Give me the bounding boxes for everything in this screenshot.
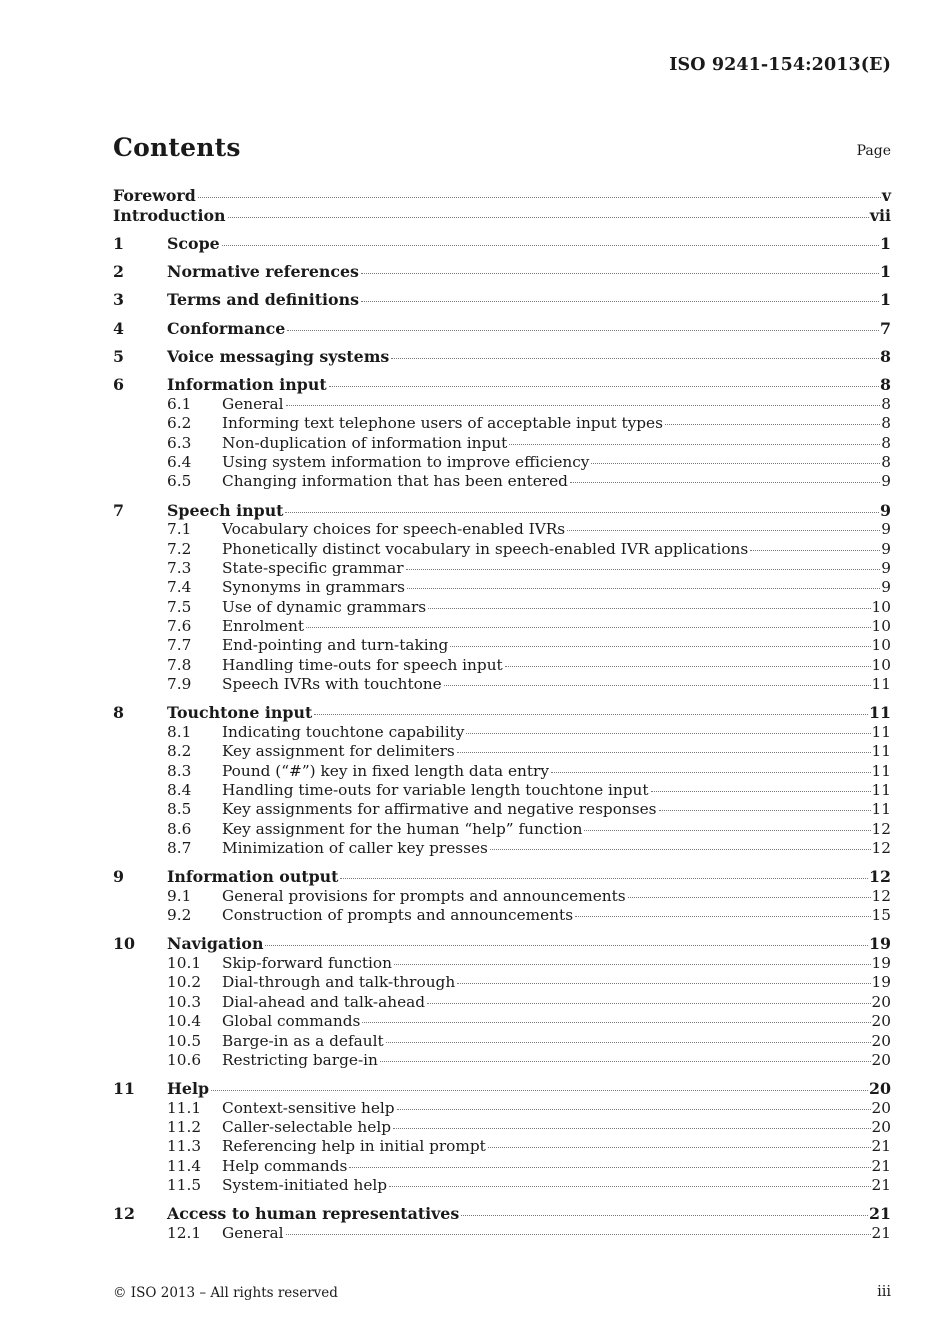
toc-entry-title: Non-duplication of information input xyxy=(222,433,508,452)
toc-entry-number: 11.1 xyxy=(167,1098,202,1117)
dot-leader xyxy=(361,273,879,274)
dot-leader xyxy=(457,752,871,753)
toc-subentry[interactable] xyxy=(113,1118,891,1137)
toc-subentry[interactable] xyxy=(113,520,891,539)
toc-entry[interactable] xyxy=(113,234,891,254)
toc-subentry[interactable] xyxy=(113,1032,891,1051)
toc-entry-number: 7.2 xyxy=(167,539,192,558)
toc-entry-number: 10.1 xyxy=(167,953,202,972)
toc-entry-number: 5 xyxy=(113,347,124,366)
footer-page-number: iii xyxy=(877,1284,891,1300)
toc-entry-title: Vocabulary choices for speech-enabled IVRs xyxy=(222,520,566,539)
toc-entry-number: 7.5 xyxy=(167,597,192,616)
toc-subentry[interactable] xyxy=(113,636,891,655)
toc-entry-number: 7.9 xyxy=(167,675,192,694)
toc-entry-page: 21 xyxy=(871,1137,891,1156)
toc-entry-number: 8.1 xyxy=(167,722,192,741)
toc-subentry[interactable] xyxy=(113,1099,891,1118)
toc-subentry[interactable] xyxy=(113,1051,891,1070)
toc-entry-number: 10.2 xyxy=(167,973,202,992)
toc-entry-number: 8.4 xyxy=(167,781,192,800)
toc-subentry[interactable] xyxy=(113,617,891,636)
toc-entry-page: 12 xyxy=(869,867,891,887)
dot-leader xyxy=(584,830,870,831)
dot-leader xyxy=(329,386,879,387)
toc-entry-number: 10.3 xyxy=(167,992,202,1011)
toc-entry-number: 7.1 xyxy=(167,520,192,539)
toc-entry-title: Global commands xyxy=(222,1012,361,1031)
toc-entry-page: vii xyxy=(869,205,891,225)
contents-heading: Contents xyxy=(113,133,241,162)
toc-entry-page: v xyxy=(881,186,891,205)
toc-entry-title: Synonyms in grammars xyxy=(222,578,406,597)
toc-entry[interactable] xyxy=(113,319,891,339)
toc-entry-page: 11 xyxy=(871,742,891,761)
toc-entry-page: 10 xyxy=(871,617,891,636)
toc-subentry[interactable] xyxy=(113,887,891,906)
toc-entry-number: 10 xyxy=(113,934,135,954)
toc-subentry[interactable] xyxy=(113,993,891,1012)
toc-subentry[interactable] xyxy=(113,906,891,925)
toc-entry-title: Key assignment for the human “help” function xyxy=(222,819,583,838)
page-column-label: Page xyxy=(856,143,891,159)
toc-entry-title: General xyxy=(222,1223,284,1242)
toc-subentry[interactable] xyxy=(113,1137,891,1156)
toc-entry-page: 8 xyxy=(880,347,891,366)
toc-entry[interactable] xyxy=(113,290,891,310)
toc-entry-title: Speech IVRs with touchtone xyxy=(222,675,442,694)
dot-leader xyxy=(427,1003,871,1004)
dot-leader xyxy=(488,1147,871,1148)
dot-leader xyxy=(386,1042,871,1043)
toc-entry-page: 21 xyxy=(871,1176,891,1195)
toc-entry-title: Barge-in as a default xyxy=(222,1031,384,1050)
dot-leader xyxy=(286,1234,871,1235)
toc-entry-title: State-specific grammar xyxy=(222,558,404,577)
dot-leader xyxy=(466,733,870,734)
toc-entry-page: 11 xyxy=(871,675,891,694)
dot-leader xyxy=(567,530,880,531)
toc-entry-page: 19 xyxy=(871,973,891,992)
toc-entry-page: 20 xyxy=(871,1031,891,1050)
dot-leader xyxy=(198,197,881,198)
toc-entry-number: 6.5 xyxy=(167,472,192,491)
toc-entry-title: Scope xyxy=(167,233,220,253)
dot-leader xyxy=(575,916,870,917)
toc-entry-title: Construction of prompts and announcements xyxy=(222,906,574,925)
toc-entry-number: 11.5 xyxy=(167,1176,202,1195)
toc-entry-title: Context-sensitive help xyxy=(222,1098,395,1117)
toc-entry-page: 11 xyxy=(871,781,891,800)
toc-entry-title: Help xyxy=(167,1079,210,1099)
toc-entry-number: 7 xyxy=(113,500,124,520)
toc-entry-title: Access to human representatives xyxy=(167,1204,460,1224)
toc-entry-page: 9 xyxy=(881,472,891,491)
dot-leader xyxy=(361,301,879,302)
toc-entry[interactable] xyxy=(113,375,891,395)
toc-entry[interactable] xyxy=(113,934,891,954)
toc-entry-page: 12 xyxy=(871,819,891,838)
toc-entry-page: 8 xyxy=(881,433,891,452)
toc-entry-number: 8 xyxy=(113,703,124,723)
toc-entry-number: 6.3 xyxy=(167,433,192,452)
toc-entry-page: 21 xyxy=(869,1204,891,1224)
toc-entry-number: 11.3 xyxy=(167,1137,202,1156)
toc-entry-title: Normative references xyxy=(167,262,359,282)
toc-entry-title: System-initiated help xyxy=(222,1176,388,1195)
dot-leader xyxy=(651,791,871,792)
dot-leader xyxy=(285,512,879,513)
toc-subentry[interactable] xyxy=(113,973,891,992)
toc-entry-page: 12 xyxy=(871,839,891,858)
footer-copyright: © ISO 2013 – All rights reserved xyxy=(113,1285,338,1301)
toc-entry-number: 8.2 xyxy=(167,742,192,761)
toc-entry-page: 20 xyxy=(871,1098,891,1117)
toc-entry-page: 19 xyxy=(871,953,891,972)
toc-subentry[interactable] xyxy=(113,598,891,617)
dot-leader xyxy=(397,1109,871,1110)
toc-entry-page: 11 xyxy=(871,761,891,780)
toc-entry-number: 11.4 xyxy=(167,1156,202,1175)
toc-subentry[interactable] xyxy=(113,540,891,559)
toc-entry-number: 12 xyxy=(113,1204,135,1224)
toc-entry-number: 4 xyxy=(113,318,124,338)
dot-leader xyxy=(505,666,871,667)
toc-entry[interactable] xyxy=(113,206,891,226)
dot-leader xyxy=(349,1167,870,1168)
dot-leader xyxy=(407,588,880,589)
toc-subentry[interactable] xyxy=(113,656,891,675)
dot-leader xyxy=(228,217,869,218)
toc-entry-number: 7.8 xyxy=(167,655,192,674)
dot-leader xyxy=(391,358,879,359)
dot-leader xyxy=(394,964,871,965)
toc-entry-page: 20 xyxy=(871,1118,891,1136)
toc-entry-number: 10.4 xyxy=(167,1012,202,1031)
toc-entry-title: Restricting barge-in xyxy=(222,1050,378,1069)
toc-subentry[interactable] xyxy=(113,723,891,742)
toc-subentry[interactable] xyxy=(113,414,891,433)
dot-leader xyxy=(450,646,870,647)
dot-leader xyxy=(265,945,868,946)
toc-entry-number: 11 xyxy=(113,1079,135,1099)
toc-entry-number: 2 xyxy=(113,262,124,282)
dot-leader xyxy=(314,714,868,715)
dot-leader xyxy=(457,983,870,984)
toc-entry[interactable] xyxy=(113,262,891,282)
dot-leader xyxy=(428,608,870,609)
toc-entry-number: 6.1 xyxy=(167,394,192,413)
toc-entry-page: 8 xyxy=(880,375,891,395)
toc-entry-number: 7.3 xyxy=(167,558,192,577)
toc-entry-title: Indicating touchtone capability xyxy=(222,722,465,741)
toc-entry-title: Use of dynamic grammars xyxy=(222,597,427,616)
toc-entry-number: 6.4 xyxy=(167,453,192,472)
dot-leader xyxy=(665,424,880,425)
toc-entry-page: 12 xyxy=(871,886,891,905)
toc-entry-title: Changing information that has been entered xyxy=(222,472,568,491)
toc-entry-number: 3 xyxy=(113,290,124,310)
toc-subentry[interactable] xyxy=(113,820,891,839)
toc-entry-title: Foreword xyxy=(113,186,196,205)
toc-entry-number: 11.2 xyxy=(167,1118,202,1136)
toc-entry-title: Dial-through and talk-through xyxy=(222,973,456,992)
toc-entry-number: 12.1 xyxy=(167,1223,202,1242)
dot-leader xyxy=(659,810,871,811)
toc-entry-number: 10.6 xyxy=(167,1050,202,1069)
toc-entry-title: Terms and definitions xyxy=(167,290,359,310)
toc-entry-number: 8.3 xyxy=(167,761,192,780)
dot-leader xyxy=(591,463,880,464)
toc-entry-page: 8 xyxy=(881,394,891,413)
toc-entry-title: Phonetically distinct vocabulary in speech-enabled IVR applications xyxy=(222,539,749,558)
toc-entry-title: Help commands xyxy=(222,1156,348,1175)
toc-entry[interactable] xyxy=(113,186,891,206)
toc-entry-page: 11 xyxy=(869,703,891,723)
toc-entry-page: 8 xyxy=(881,453,891,472)
toc-entry-title: Key assignment for delimiters xyxy=(222,742,455,761)
toc-entry-title: General xyxy=(222,394,284,413)
toc-entry-page: 21 xyxy=(871,1156,891,1175)
toc-subentry[interactable] xyxy=(113,559,891,578)
dot-leader xyxy=(340,878,868,879)
dot-leader xyxy=(306,627,871,628)
toc-entry-title: Handling time-outs for variable length touchtone input xyxy=(222,781,649,800)
toc-subentry[interactable] xyxy=(113,1176,891,1195)
toc-entry-page: 20 xyxy=(869,1079,891,1099)
toc-entry-page: 7 xyxy=(880,318,891,338)
dot-leader xyxy=(380,1061,871,1062)
toc-entry[interactable] xyxy=(113,867,891,887)
toc-subentry[interactable] xyxy=(113,954,891,973)
toc-subentry[interactable] xyxy=(113,1224,891,1243)
toc-entry-title: Touchtone input xyxy=(167,703,313,723)
toc-entry-title: Referencing help in initial prompt xyxy=(222,1137,486,1156)
toc-subentry[interactable] xyxy=(113,800,891,819)
toc-entry-title: Key assignments for affirmative and negative responses xyxy=(222,800,657,819)
toc-entry-title: Using system information to improve efficiency xyxy=(222,453,590,472)
dot-leader xyxy=(509,444,880,445)
toc-entry-number: 7.7 xyxy=(167,636,192,655)
toc-entry-title: Information output xyxy=(167,867,339,887)
toc-entry-number: 8.5 xyxy=(167,800,192,819)
dot-leader xyxy=(393,1128,871,1129)
toc-entry-title: General provisions for prompts and announcements xyxy=(222,886,626,905)
toc-entry-title: End-pointing and turn-taking xyxy=(222,636,449,655)
toc-entry-number: 8.6 xyxy=(167,819,192,838)
toc-entry-title: Introduction xyxy=(113,205,226,225)
toc-entry-page: 1 xyxy=(880,290,891,310)
toc-entry-title: Caller-selectable help xyxy=(222,1118,392,1136)
toc-entry-number: 6.2 xyxy=(167,414,192,433)
toc-subentry[interactable] xyxy=(113,1012,891,1031)
toc-entry-title: Voice messaging systems xyxy=(167,347,390,366)
toc-entry-title: Navigation xyxy=(167,934,264,954)
toc-entry-page: 20 xyxy=(871,1012,891,1031)
toc-subentry[interactable] xyxy=(113,762,891,781)
toc-entry-title: Minimization of caller key presses xyxy=(222,839,488,858)
toc-entry-number: 9.1 xyxy=(167,886,192,905)
toc-entry-title: Information input xyxy=(167,375,327,395)
toc-entry-page: 9 xyxy=(881,539,891,558)
toc-subentry[interactable] xyxy=(113,742,891,761)
toc-entry-page: 9 xyxy=(881,558,891,577)
toc-entry-number: 10.5 xyxy=(167,1031,202,1050)
toc-entry-page: 20 xyxy=(871,1050,891,1069)
toc-subentry[interactable] xyxy=(113,781,891,800)
toc-entry-number: 8.7 xyxy=(167,839,192,858)
toc-entry-page: 11 xyxy=(871,800,891,819)
toc-entry-page: 1 xyxy=(880,233,891,253)
toc-entry-page: 10 xyxy=(871,655,891,674)
toc-subentry[interactable] xyxy=(113,1157,891,1176)
toc-entry-title: Speech input xyxy=(167,500,284,520)
toc-entry[interactable] xyxy=(113,501,891,521)
toc-entry-page: 21 xyxy=(871,1223,891,1242)
table-of-contents xyxy=(113,186,891,1243)
dot-leader xyxy=(389,1186,870,1187)
dot-leader xyxy=(490,849,871,850)
toc-entry-page: 10 xyxy=(871,636,891,655)
dot-leader xyxy=(286,405,881,406)
dot-leader xyxy=(570,482,880,483)
dot-leader xyxy=(406,569,881,570)
dot-leader xyxy=(750,550,880,551)
toc-entry-page: 10 xyxy=(871,597,891,616)
toc-entry-page: 15 xyxy=(871,906,891,925)
toc-entry-number: 1 xyxy=(113,233,124,253)
toc-entry-number: 7.6 xyxy=(167,617,192,636)
toc-entry-number: 9.2 xyxy=(167,906,192,925)
toc-entry-page: 19 xyxy=(869,934,891,954)
toc-entry-title: Informing text telephone users of acceptable input types xyxy=(222,414,663,433)
dot-leader xyxy=(628,897,871,898)
toc-entry-title: Conformance xyxy=(167,318,286,338)
dot-leader xyxy=(551,772,871,773)
toc-entry-page: 11 xyxy=(871,722,891,741)
toc-subentry[interactable] xyxy=(113,839,891,858)
toc-subentry[interactable] xyxy=(113,434,891,453)
dot-leader xyxy=(444,685,871,686)
document-id: ISO 9241-154:2013(E) xyxy=(669,55,891,75)
dot-leader xyxy=(222,245,879,246)
toc-entry-page: 8 xyxy=(881,414,891,433)
toc-entry-page: 9 xyxy=(881,520,891,539)
toc-entry-page: 9 xyxy=(881,578,891,597)
dot-leader xyxy=(461,1215,868,1216)
toc-entry-number: 6 xyxy=(113,375,124,395)
toc-subentry[interactable] xyxy=(113,675,891,694)
dot-leader xyxy=(211,1090,868,1091)
toc-entry-title: Pound (“#”) key in fixed length data entry xyxy=(222,761,549,780)
toc-subentry[interactable] xyxy=(113,395,891,414)
toc-entry[interactable] xyxy=(113,347,891,367)
toc-entry-page: 9 xyxy=(880,500,891,520)
toc-entry-number: 9 xyxy=(113,867,124,887)
toc-entry[interactable] xyxy=(113,1204,891,1224)
toc-entry-page: 1 xyxy=(880,262,891,282)
dot-leader xyxy=(362,1022,870,1023)
toc-entry-title: Enrolment xyxy=(222,617,304,636)
dot-leader xyxy=(287,330,879,331)
toc-entry[interactable] xyxy=(113,703,891,723)
toc-subentry[interactable] xyxy=(113,472,891,491)
toc-entry-title: Handling time-outs for speech input xyxy=(222,655,503,674)
toc-entry-number: 7.4 xyxy=(167,578,192,597)
toc-subentry[interactable] xyxy=(113,578,891,597)
toc-subentry[interactable] xyxy=(113,453,891,472)
toc-entry[interactable] xyxy=(113,1079,891,1099)
toc-entry-page: 20 xyxy=(871,992,891,1011)
toc-entry-title: Dial-ahead and talk-ahead xyxy=(222,992,426,1011)
toc-entry-title: Skip-forward function xyxy=(222,953,392,972)
